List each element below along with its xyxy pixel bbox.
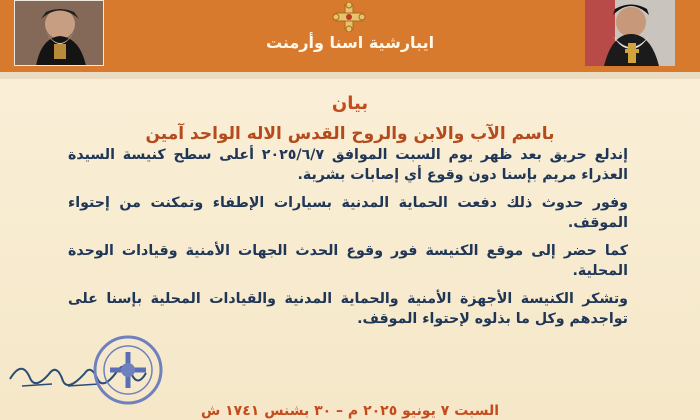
paragraph-1: إندلع حريق بعد ظهر يوم السبت الموافق ٢٠٢٥/٦/٧ أعلى سطح كنيسة السيدة العذراء مريم بإسنا دون وقوع أي إصابات بشرية. xyxy=(68,147,628,183)
invocation-line: باسم الآب والابن والروح القدس الاله الواحد آمين xyxy=(145,124,555,144)
statement-body xyxy=(68,145,628,337)
statement-date: السبت ٧ يونيو ٢٠٢٥ م – ٣٠ بشنس ١٧٤١ ش xyxy=(200,403,500,419)
header-bar xyxy=(0,0,700,72)
statement-heading: بيان xyxy=(331,93,369,114)
diocese-seal xyxy=(92,334,164,406)
paragraph-3: كما حضر إلى موقع الكنيسة فور وقوع الحدث الجهات الأمنية وقيادات الوحدة المحلية. xyxy=(68,243,628,279)
paragraph-2: وفور حدوث ذلك دفعت الحماية المدنية بسيارات الإطفاء وتمكنت من إحتواء الموقف. xyxy=(68,195,628,231)
header-stripe xyxy=(0,72,700,79)
coptic-cross-icon xyxy=(318,2,380,32)
paragraph-4: وتشكر الكنيسة الأجهزة الأمنية والحماية المدنية والقيادات المحلية بإسنا على تواجدهم وكل ما بذلوه لإحتواء الموقف. xyxy=(68,291,628,327)
diocese-title: ايبارشية اسنا وأرمنت xyxy=(265,33,435,52)
